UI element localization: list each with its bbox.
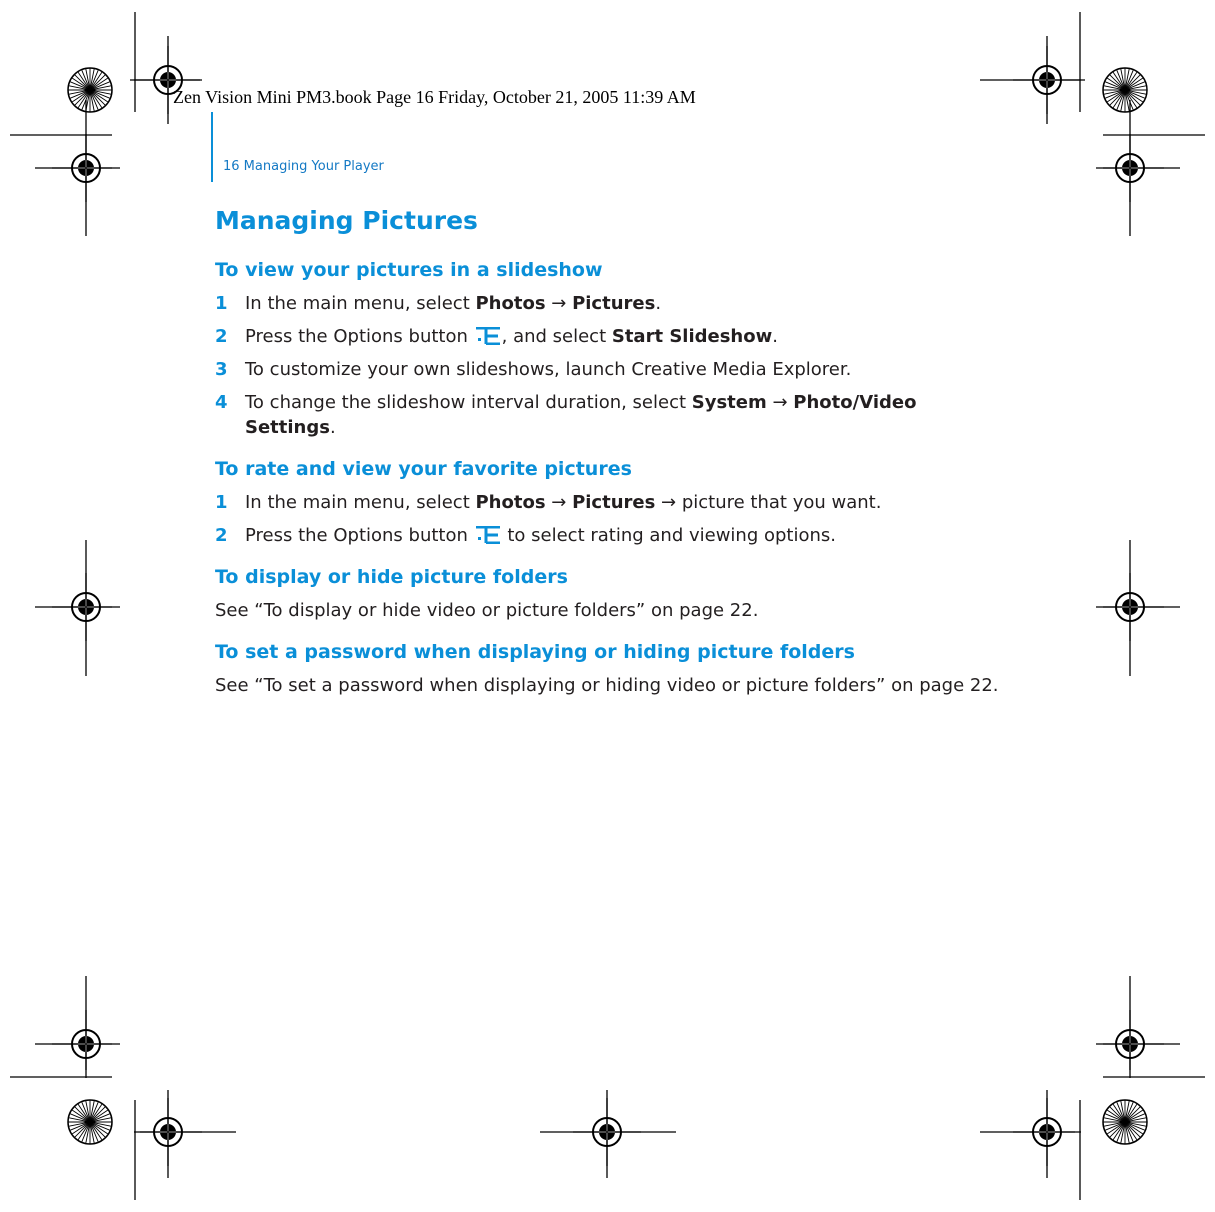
step-number: 2 <box>215 326 228 347</box>
margin-bar <box>211 112 213 182</box>
step-number: 1 <box>215 293 228 314</box>
page-title: Managing Pictures <box>215 206 478 235</box>
options-button-icon <box>476 327 500 345</box>
section-text-password: See “To set a password when displaying or hiding video or picture folders” on page 22. <box>215 675 999 696</box>
section-heading-slideshow: To view your pictures in a slideshow <box>215 259 603 281</box>
options-button-icon <box>476 526 500 544</box>
section-text-folders: See “To display or hide video or picture folders” on page 22. <box>215 600 759 621</box>
running-head: 16 Managing Your Player <box>223 159 384 174</box>
page-content <box>215 206 1005 698</box>
list-item: 3 To customize your own slideshows, launch Creative Media Explorer. <box>215 359 852 380</box>
star-target-icon <box>68 68 112 112</box>
rate-steps <box>215 490 1005 548</box>
section-heading-folders: To display or hide picture folders <box>215 566 568 588</box>
star-target-icon <box>1103 68 1147 112</box>
list-item: 4 To change the slideshow interval duration, select System → Photo/Video Settings. <box>215 392 917 438</box>
list-item: 1 In the main menu, select Photos → Pictures. <box>215 293 662 314</box>
star-target-icon <box>1103 1100 1147 1144</box>
print-slug: Zen Vision Mini PM3.book Page 16 Friday, October 21, 2005 11:39 AM <box>173 87 696 107</box>
step-number: 4 <box>215 392 228 413</box>
list-item: 1 In the main menu, select Photos → Pictures → picture that you want. <box>215 492 882 513</box>
slideshow-steps <box>215 291 1005 440</box>
star-target-icon <box>68 1100 112 1144</box>
step-number: 3 <box>215 359 228 380</box>
section-heading-password: To set a password when displaying or hiding picture folders <box>215 641 855 663</box>
step-number: 1 <box>215 492 228 513</box>
step-number: 2 <box>215 525 228 546</box>
list-item: 2 Press the Options button , and select Start Slideshow. <box>215 326 778 347</box>
list-item: 2 Press the Options button to select rating and viewing options. <box>215 525 836 546</box>
section-heading-rate: To rate and view your favorite pictures <box>215 458 632 480</box>
